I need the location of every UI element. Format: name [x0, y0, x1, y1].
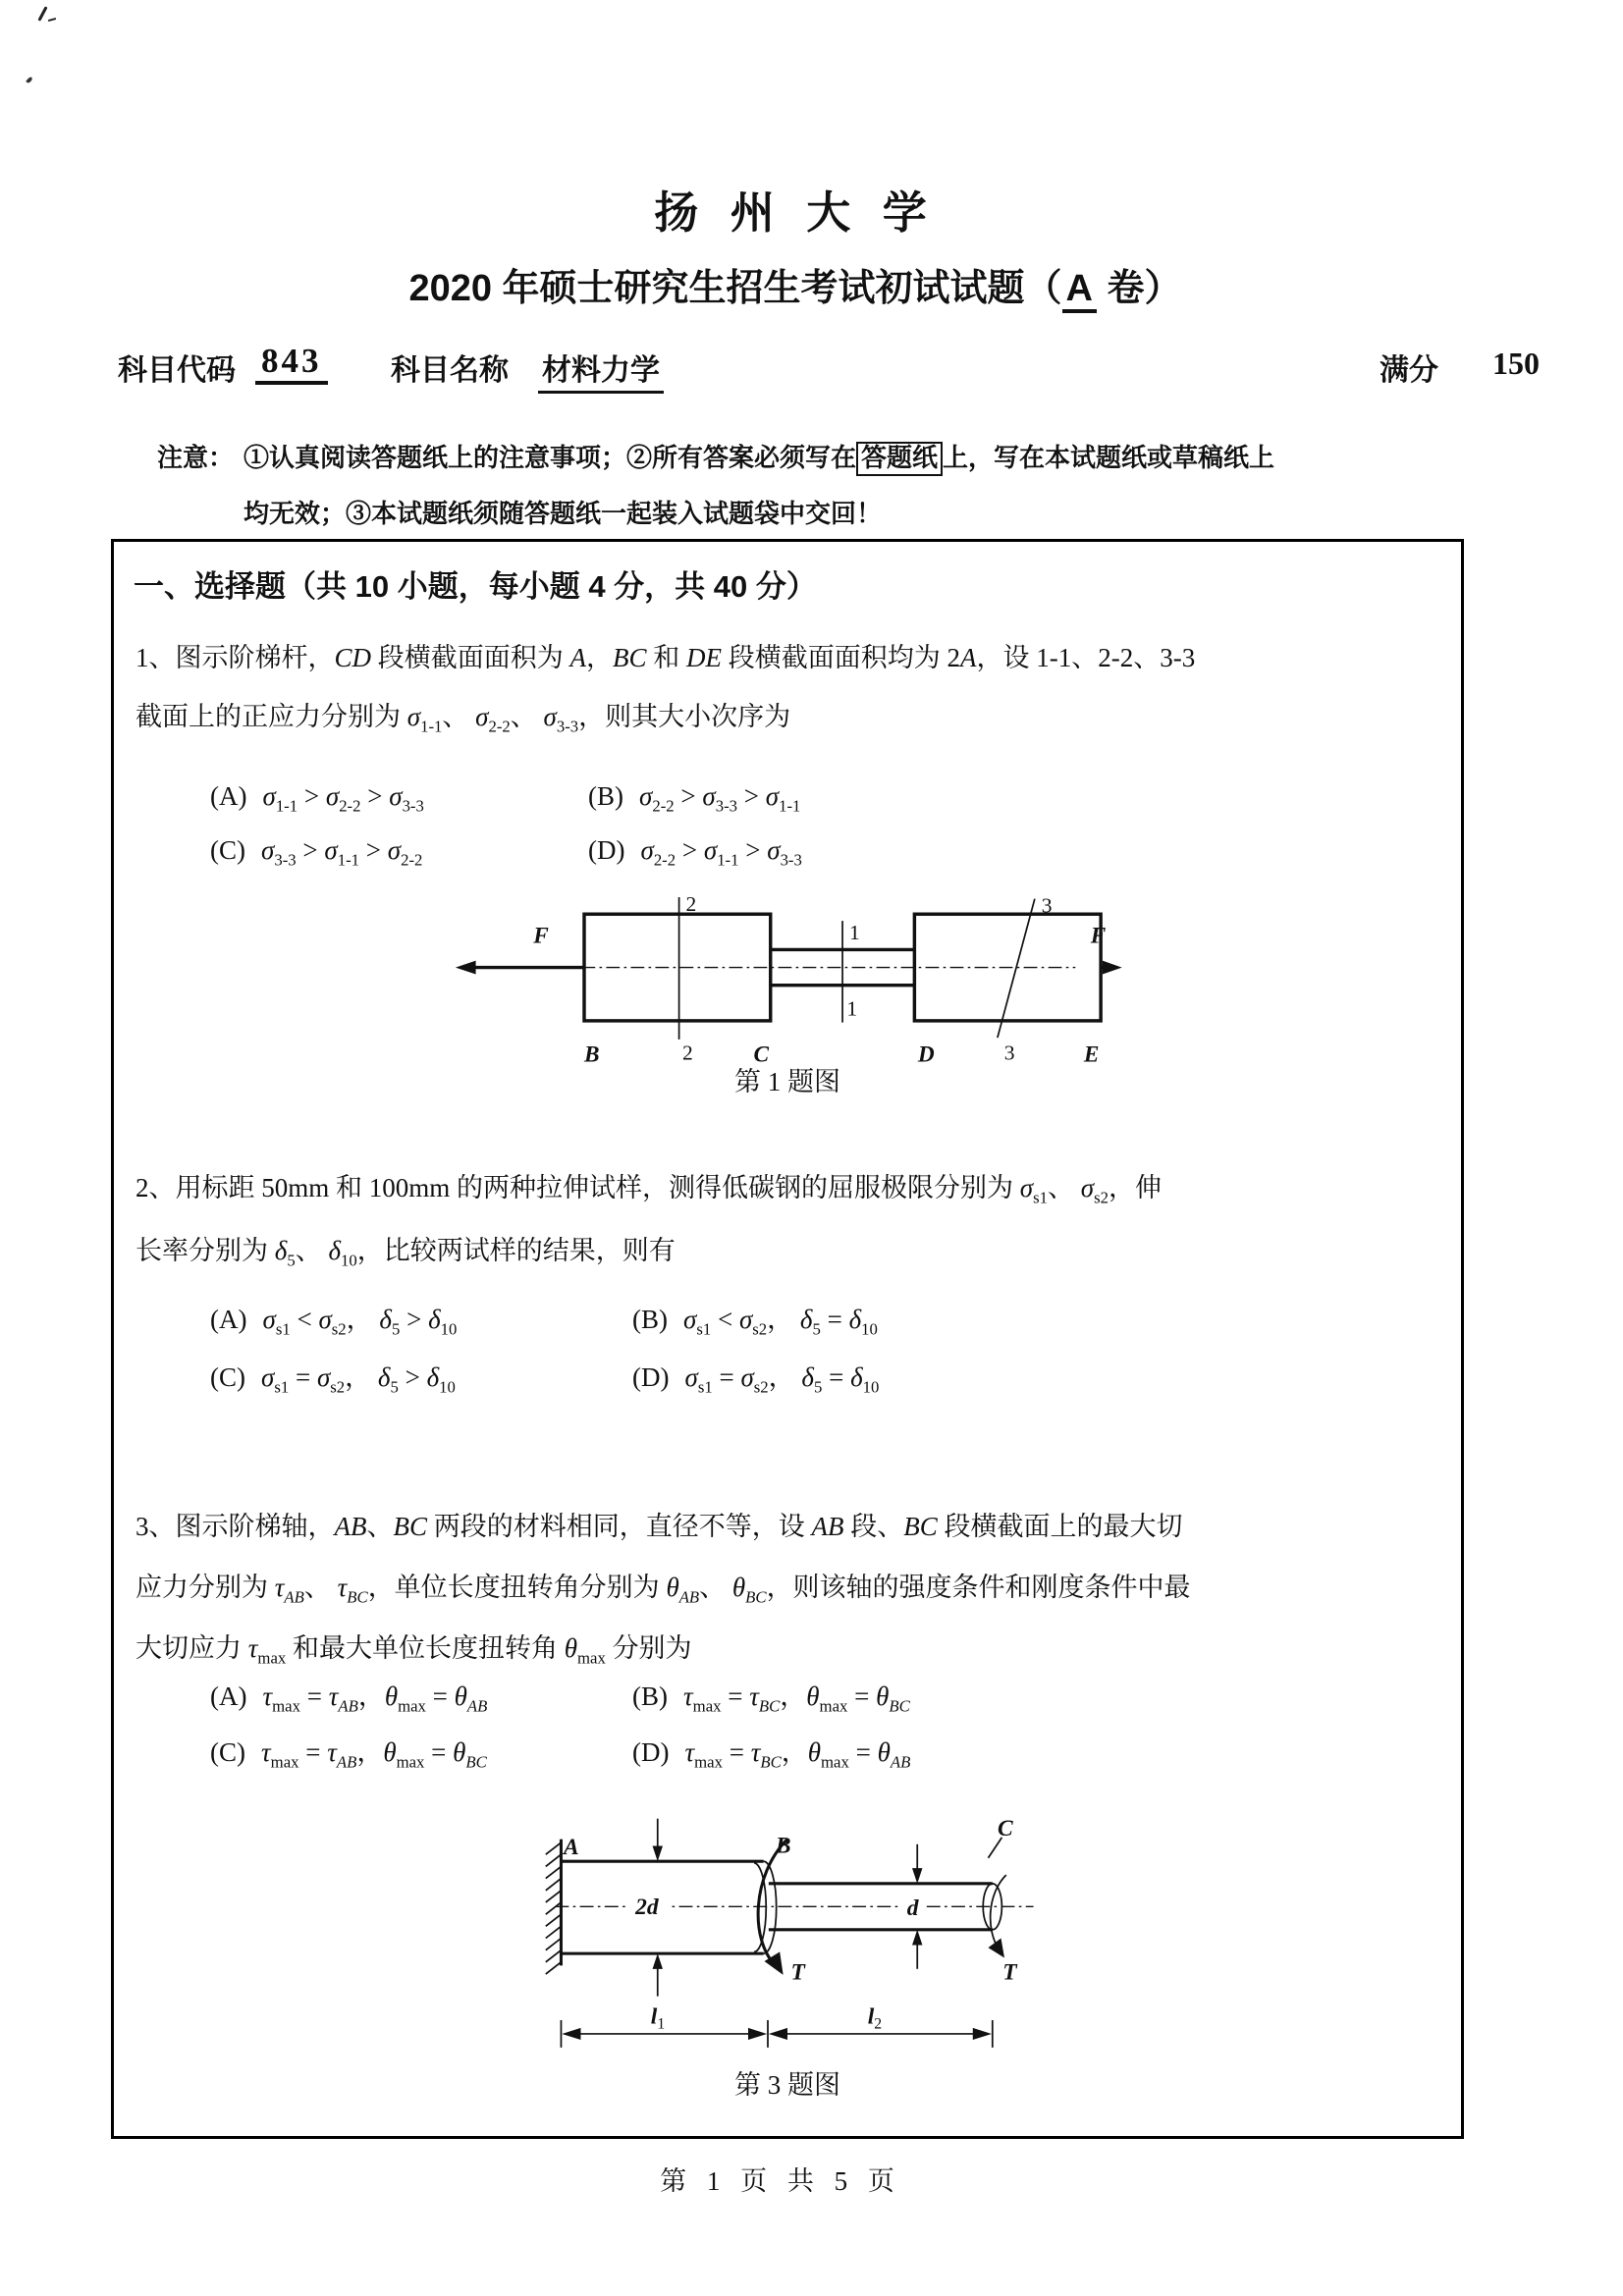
pen-mark	[48, 18, 56, 22]
torque-label-t-c: T	[1002, 1959, 1017, 1986]
question-3-line1: 3、图示阶梯轴，AB、BC 两段的材料相同，直径不等，设 AB 段、BC 段横截面上的最大切	[135, 1512, 1183, 1541]
option-label: (A)	[210, 781, 247, 811]
diameter-label-2d: 2d	[635, 1895, 659, 1921]
answer-sheet-boxed-term: 答题纸	[856, 442, 943, 476]
force-arrow-right	[1101, 961, 1122, 975]
question-3-line3: 大切应力 $\tau_{max}$ 和最大单位长度扭转角 $\theta_{max}$ 分别为	[135, 1633, 692, 1668]
option-formula: $\sigma_{2-2} > \sigma_{3-3} > \sigma_{1-1}$	[639, 781, 801, 816]
option-label: (A)	[210, 1682, 247, 1711]
question-1-options	[210, 781, 802, 870]
notice-line1	[243, 438, 1274, 474]
page-subtitle	[0, 257, 1591, 311]
subtitle-text: 2020 年硕士研究生招生考试初试试题（	[408, 268, 1062, 309]
q3-option-a	[210, 1675, 632, 1716]
option-label: (B)	[632, 1305, 668, 1334]
option-formula: $\tau_{max} = \tau_{BC}$，$\theta_{max} = \theta_{BC}$	[683, 1682, 910, 1716]
figure-1-caption: 第 1 题图	[734, 1067, 840, 1096]
notice-text: 上，写在本试题纸或草稿纸上	[943, 444, 1275, 472]
option-formula: $\tau_{max} = \tau_{AB}$，$\theta_{max} = \theta_{BC}$	[261, 1737, 487, 1772]
option-label: (D)	[632, 1737, 670, 1767]
option-label: (D)	[632, 1362, 670, 1392]
point-label-a: A	[564, 1835, 579, 1861]
option-label: (B)	[632, 1682, 668, 1711]
torque-arrow-c	[988, 1838, 1005, 1958]
notice-block	[157, 438, 1492, 530]
section-2-label-bottom: 2	[682, 1041, 693, 1065]
page-number-footer: 第 1 页 共 5 页	[660, 2166, 901, 2196]
pen-mark	[37, 6, 47, 22]
question-3-figure	[114, 1810, 1461, 2071]
full-score-label: 满分	[1380, 354, 1438, 387]
subject-meta-row	[118, 342, 1540, 393]
question-area-box	[111, 539, 1464, 2139]
q1-option-a	[210, 781, 588, 816]
notice-line2: 均无效；③本试题纸须随答题纸一起装入试题袋中交回！	[243, 500, 883, 528]
full-score-value: 150	[1492, 346, 1540, 381]
q3-option-b	[632, 1675, 910, 1716]
notice-label: 注意：	[157, 444, 235, 472]
torque-label-t-b: T	[790, 1959, 805, 1986]
section-1-label-bottom: 1	[846, 996, 858, 1021]
stepped-shaft-diagram	[522, 1810, 1053, 2066]
notice-text: ①认真阅读答题纸上的注意事项；②所有答案必须写在	[243, 444, 857, 472]
option-formula: $\sigma_{3-3} > \sigma_{1-1} > \sigma_{2-2}$	[261, 835, 423, 870]
subject-code-value: 843	[255, 342, 328, 385]
q2-option-a	[210, 1298, 632, 1339]
exam-version-letter: A	[1062, 268, 1097, 313]
section-heading: 一、选择题（共 10 小题，每小题 4 分，共 40 分）	[134, 569, 817, 604]
option-label: (C)	[210, 1737, 245, 1767]
option-formula: $\tau_{max} = \tau_{AB}$，$\theta_{max} = \theta_{AB}$	[262, 1682, 488, 1716]
option-label: (C)	[210, 1362, 245, 1392]
point-label-e: E	[1083, 1041, 1100, 1065]
option-formula: $\sigma_{s1} < \sigma_{s2}$， $\delta_5 > \delta_{10}$	[262, 1305, 458, 1339]
q1-option-b	[588, 781, 802, 816]
figure-3-caption: 第 3 题图	[734, 2070, 840, 2100]
question-2-text	[135, 1156, 1447, 1282]
stepped-bar-diagram	[449, 895, 1126, 1065]
question-3-line2: 应力分别为 $\tau_{AB}$、 $\tau_{BC}$，单位长度扭转角分别为 $\theta_{AB}$、 $\theta_{BC}$，则该轴的强度条件和刚度条件中最	[135, 1573, 1191, 1607]
section-3-label-bottom: 3	[1003, 1041, 1015, 1065]
q1-option-d	[588, 835, 802, 870]
section-1-label-top: 1	[848, 921, 860, 945]
q3-option-c	[210, 1731, 632, 1772]
point-label-b: B	[584, 1041, 600, 1065]
subject-code-label: 科目代码	[118, 354, 236, 387]
q2-option-d	[632, 1356, 880, 1397]
option-formula: $\sigma_{1-1} > \sigma_{2-2} > \sigma_{3-3}$	[262, 781, 424, 816]
option-formula: $\sigma_{s1} < \sigma_{s2}$， $\delta_5 = \delta_{10}$	[683, 1305, 878, 1339]
question-1-line1: 1、图示阶梯杆，CD 段横截面面积为 A，BC 和 DE 段横截面面积均为 2A，设 1-1、2-2、3-3	[135, 643, 1196, 672]
page-title: 扬 州 大 学	[654, 187, 937, 238]
question-1-line2: 截面上的正应力分别为 $\sigma_{1-1}$、 $\sigma_{2-2}$、 $\sigma_{3-3}$，则其大小次序为	[135, 702, 791, 736]
point-label-c: C	[753, 1041, 770, 1065]
force-label-right: F	[1090, 923, 1107, 949]
question-1-text	[135, 628, 1447, 746]
length-label-l1: $l_1$	[650, 2003, 666, 2033]
force-label-left: F	[533, 923, 549, 949]
section-2-label-top: 2	[685, 895, 697, 916]
wall-hatching	[546, 1842, 562, 1974]
q1-option-c	[210, 835, 588, 870]
length-label-l2: $l_2$	[867, 2003, 883, 2033]
option-label: (A)	[210, 1305, 247, 1334]
option-formula: $\tau_{max} = \tau_{BC}$，$\theta_{max} = \theta_{AB}$	[684, 1737, 911, 1772]
question-2-line1: 2、用标距 50mm 和 100mm 的两种拉伸试样，测得低碳钢的屈服极限分别为 $\sigma_{s1}$、 $\sigma_{s2}$，伸	[135, 1173, 1162, 1207]
point-label-d: D	[917, 1041, 935, 1065]
option-formula: $\sigma_{2-2} > \sigma_{1-1} > \sigma_{3-3}$	[640, 835, 802, 870]
pen-mark	[26, 77, 33, 84]
subject-name-value: 材料力学	[538, 346, 664, 394]
point-label-c: C	[998, 1816, 1013, 1842]
option-formula: $\sigma_{s1} = \sigma_{s2}$， $\delta_5 = \delta_{10}$	[684, 1362, 880, 1397]
subject-name-label: 科目名称	[391, 354, 509, 387]
question-3-options	[210, 1675, 911, 1772]
point-label-b: B	[775, 1833, 791, 1859]
question-2-line2: 长率分别为 $\delta_5$、 $\delta_{10}$，比较两试样的结果，则有	[135, 1236, 676, 1270]
q2-option-b	[632, 1298, 879, 1339]
option-formula: $\sigma_{s1} = \sigma_{s2}$， $\delta_5 > \delta_{10}$	[261, 1362, 456, 1397]
question-3-text	[135, 1496, 1447, 1679]
option-label: (D)	[588, 835, 625, 865]
force-arrow-left	[456, 961, 584, 975]
option-label: (B)	[588, 781, 623, 811]
dimension-lines	[561, 2020, 992, 2048]
diameter-label-d: d	[906, 1896, 919, 1922]
q3-option-d	[632, 1731, 911, 1772]
option-label: (C)	[210, 835, 245, 865]
q2-option-c	[210, 1356, 632, 1397]
question-1-figure	[114, 895, 1461, 1070]
section-3-label-top: 3	[1041, 895, 1053, 918]
subtitle-text: 卷）	[1097, 268, 1182, 309]
question-2-options	[210, 1298, 880, 1397]
